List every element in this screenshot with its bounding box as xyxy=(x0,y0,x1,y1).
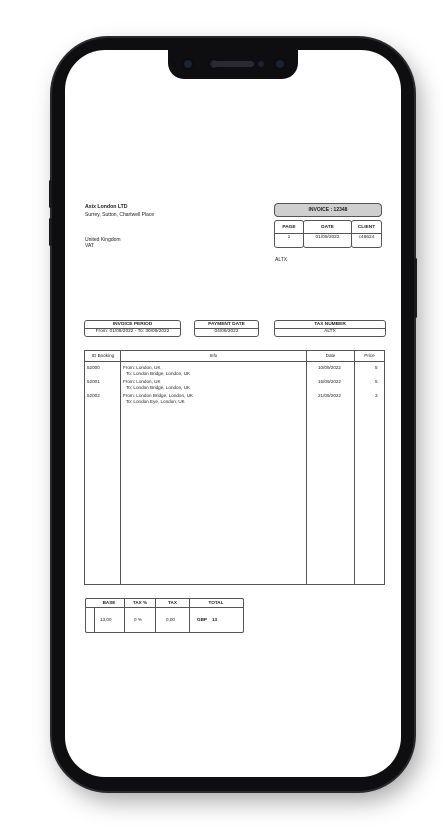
date-label: DATE xyxy=(321,225,334,230)
page-box xyxy=(274,220,304,248)
row-id: 52000 xyxy=(87,365,100,370)
row-from: From: London Bridge, London, UK xyxy=(123,393,193,398)
row-date: 10/09/2022 xyxy=(318,365,341,370)
tax-value: 0,00 xyxy=(166,617,175,622)
side-button xyxy=(414,258,417,318)
column-divider xyxy=(94,607,95,632)
invoice-period-label: INVOICE PERIOD xyxy=(112,322,153,327)
row-date: 21/09/2022 xyxy=(318,393,341,398)
divider xyxy=(352,233,381,234)
divider xyxy=(275,233,303,234)
row-to: To: London Bridge, London, UK xyxy=(126,385,191,390)
row-from: From: London, UK xyxy=(123,379,161,384)
client-value: c48624 xyxy=(358,235,375,240)
tax-number-label: TAX NUMBER xyxy=(314,322,346,327)
page-value: 1 xyxy=(287,235,291,240)
divider xyxy=(195,328,258,329)
phone-screen xyxy=(65,50,401,777)
column-divider xyxy=(120,351,121,584)
total-value: 13 xyxy=(212,617,218,622)
column-divider xyxy=(306,351,307,584)
client-box xyxy=(351,220,382,248)
row-id: 52001 xyxy=(87,379,100,384)
header-id-booking: ID Booking xyxy=(91,353,115,358)
tax-number-box xyxy=(274,320,386,337)
volume-button xyxy=(49,180,52,208)
header-divider xyxy=(85,361,384,362)
tax-number-value: ALTX xyxy=(324,329,336,334)
row-from: From: London, UK xyxy=(123,365,161,370)
column-divider xyxy=(354,351,355,584)
volume-button xyxy=(49,218,52,246)
row-id: 52002 xyxy=(87,393,100,398)
total-currency: GBP xyxy=(197,617,207,622)
invoice-document xyxy=(65,50,401,777)
header-price: Price xyxy=(364,353,375,358)
header-tax: TAX xyxy=(168,600,177,605)
company-country: United Kingdom xyxy=(85,237,121,243)
invoice-period-value: From: 01/09/2022 - To: 30/09/2022 xyxy=(95,329,170,334)
company-name: Axix London LTD xyxy=(85,204,128,210)
divider xyxy=(304,233,351,234)
payment-date-box xyxy=(194,320,259,337)
row-price: 5 xyxy=(375,365,378,370)
header-total: TOTAL xyxy=(208,600,224,605)
totals-table xyxy=(85,598,244,633)
row-price: 3 xyxy=(375,393,378,398)
payment-date-value: 04/09/2022 xyxy=(214,329,239,334)
header-info: Info xyxy=(209,353,218,358)
divider xyxy=(275,328,385,329)
header-date: Date xyxy=(325,353,336,358)
base-value: 13,00 xyxy=(100,617,112,622)
invoice-period-box xyxy=(84,320,181,337)
row-to: To: London Bridge, London, UK xyxy=(126,371,191,376)
header-base: BASE xyxy=(102,600,116,605)
divider xyxy=(85,328,180,329)
company-address: Surrey, Sutton, Chartwell Place xyxy=(85,212,155,218)
invoice-title: INVOICE : 12348 xyxy=(274,203,382,217)
company-vat: VAT xyxy=(85,243,94,249)
client-label: CLIENT xyxy=(357,225,376,230)
client-name: ALTX xyxy=(275,257,288,263)
row-to: To: London Eye, London, UK xyxy=(126,399,185,404)
date-value: 01/09/2022 xyxy=(315,235,340,240)
items-table xyxy=(84,350,385,585)
row-price: 5 xyxy=(375,379,378,384)
tax-pct-value: 0 % xyxy=(134,617,142,622)
row-date: 15/09/2022 xyxy=(318,379,341,384)
header-divider xyxy=(86,607,243,608)
payment-date-label: PAYMENT DATE xyxy=(208,322,245,327)
date-box xyxy=(303,220,352,248)
page-label: PAGE xyxy=(282,225,296,230)
header-tax-pct: TAX % xyxy=(132,600,148,605)
